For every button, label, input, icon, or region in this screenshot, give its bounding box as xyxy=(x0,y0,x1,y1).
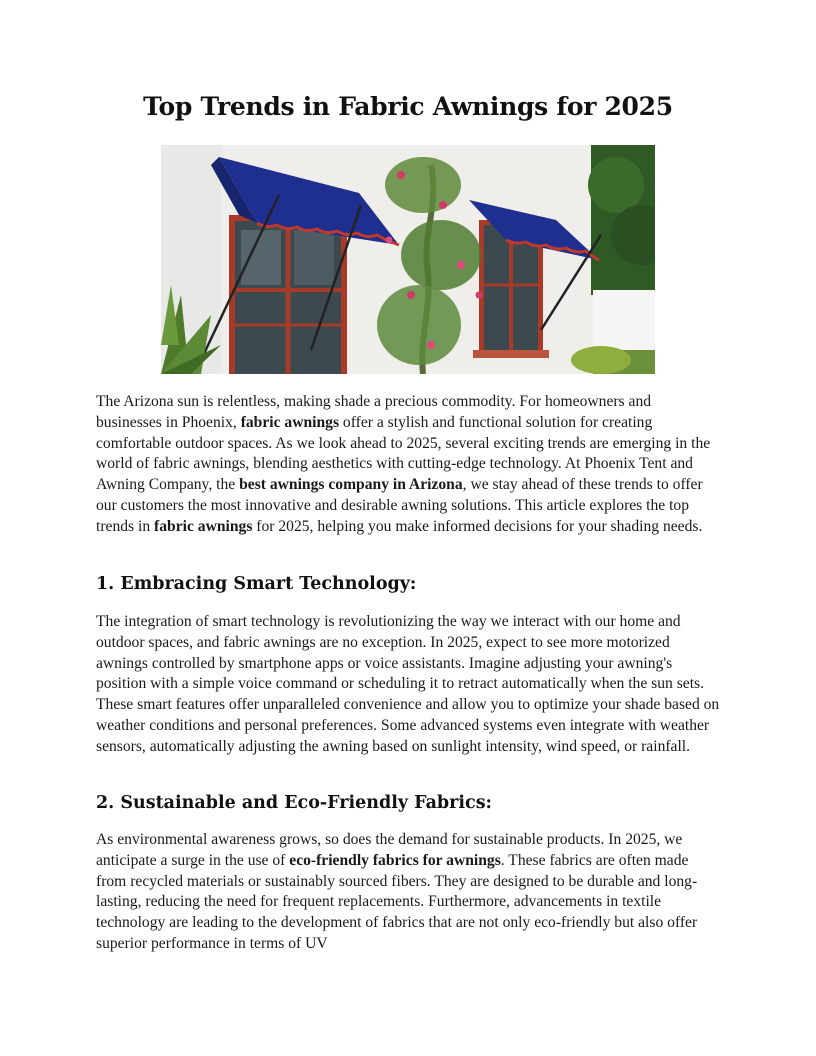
intro-text-1: The Arizona sun is relentless, making shade a precious commodity. For homeowners and businesses in Phoenix, xyxy=(96,393,652,431)
intro-paragraph xyxy=(96,392,720,538)
section-1-heading: 1. Embracing Smart Technology: xyxy=(96,574,417,594)
intro-bold-fabric-awnings-2: fabric awnings xyxy=(154,517,253,535)
white-fence xyxy=(593,290,655,350)
hero-image xyxy=(161,145,655,374)
intro-text-2: offer a stylish and functional solution for creating comfortable outdoor spaces. As we look ahead to 2025, several exciting trends are emerging in the world of fabric awnings, blending aesthetics with cutting-edge technology. At Phoenix Tent and Awning Company, the xyxy=(96,413,711,494)
section-2-paragraph xyxy=(96,830,720,955)
intro-text-4: for 2025, helping you make informed decisions for your shading needs. xyxy=(252,517,703,535)
intro-bold-best-awnings-company: best awnings company in Arizona xyxy=(239,476,463,494)
section-2-text-1: As environmental awareness grows, so does the demand for sustainable products. In 2025, we anticipate a surge in the use of xyxy=(96,831,683,869)
intro-bold-fabric-awnings: fabric awnings xyxy=(240,413,340,431)
section-2-heading: 2. Sustainable and Eco-Friendly Fabrics: xyxy=(96,793,493,813)
awning-photo xyxy=(161,145,655,374)
intro-text-3: , we stay ahead of these trends to offer our customers the most innovative and desirable awning solutions. This article explores the top trends in xyxy=(96,476,703,535)
page-title: Top Trends in Fabric Awnings for 2025 xyxy=(143,92,673,121)
section-2-text-2: . These fabrics are often made from recycled materials or sustainably sourced fibers. They are designed to be durable and long-lasting, reducing the need for frequent replacements. Furthermore, advancements in textile technology are leading to the development of fabrics that are not only eco-friendly but also offer superior performance in terms of UV xyxy=(96,851,698,952)
section-2-bold-eco-friendly-fabrics: eco-friendly fabrics for awnings xyxy=(289,851,501,869)
section-1-paragraph: The integration of smart technology is revolutionizing the way we interact with our home and outdoor spaces, and fabric awnings are no exception. In 2025, expect to see more motorized awnings controlled by smartphone apps or voice assistants. Imagine adjusting your awning's position with a simple voice command or scheduling it to retract automatically when the sun sets. These smart features offer unparalleled convenience and allow you to optimize your shade based on weather conditions and personal preferences. Some advanced systems even integrate with weather sensors, automatically adjusting the awning based on sunlight intensity, wind speed, or rainfall. xyxy=(96,613,720,755)
